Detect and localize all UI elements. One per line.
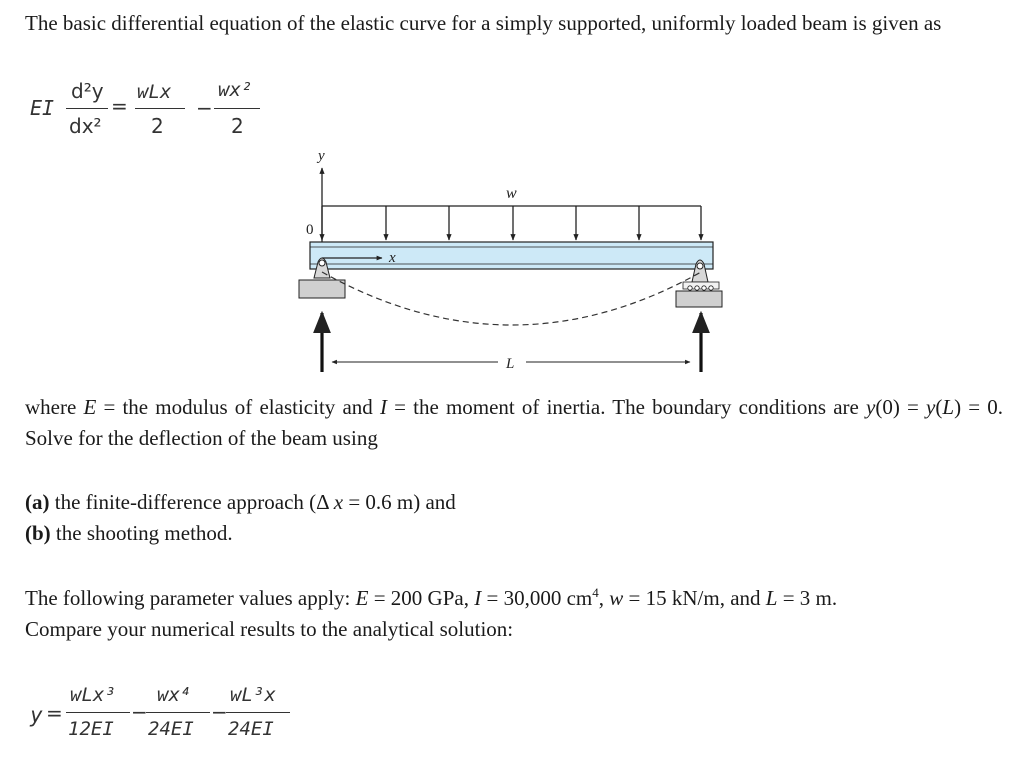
eq1-d2y: d²y (71, 79, 104, 103)
origin-label: 0 (306, 222, 314, 238)
eq2-term2-num: wx⁴ (157, 684, 192, 706)
deflection-curve (322, 272, 701, 325)
span-label: L (506, 356, 515, 372)
eq2-equals: = (46, 701, 63, 725)
method-a: (a) the finite-difference approach (Δ x = 0.6 m) and (25, 490, 456, 514)
method-b: (b) the shooting method. (25, 521, 233, 545)
y-axis-label: y (318, 148, 325, 164)
eq1-term1-num: wLx (137, 81, 172, 103)
eq2-term1-num: wLx³ (70, 684, 116, 706)
eq2-fraction-bar-3 (226, 712, 290, 713)
eq1-minus: − (196, 96, 213, 120)
eq1-dx2: dx² (69, 114, 102, 138)
eq2-term3-den: 24EI (228, 718, 274, 740)
eq2-term1-den: 12EI (68, 718, 114, 740)
eq2-minus-1: − (131, 700, 148, 724)
eq1-term2-den: 2 (231, 114, 244, 138)
eq1-ei: EI (30, 96, 55, 120)
distributed-load-arrows (322, 206, 701, 240)
eq2-fraction-bar-2 (146, 712, 210, 713)
intro-paragraph: The basic differential equation of the elastic curve for a simply supported, uniformly loaded beam is given as (25, 11, 942, 35)
compare-line: Compare your numerical results to the analytical solution: (25, 617, 514, 641)
eq2-term3-num: wL³x (230, 684, 276, 706)
parameter-paragraph: The following parameter values apply: E = 200 GPa, I = 30,000 $cm^4$, w = 15 kN/m, and L = 3 m. (25, 585, 838, 610)
eq2-minus-2: − (211, 700, 228, 724)
eq1-term2-num: wx² (218, 79, 253, 101)
eq1-equals: = (111, 94, 128, 118)
beam (310, 242, 713, 269)
load-label: w (506, 185, 517, 202)
x-axis-label: x (389, 250, 396, 266)
eq2-fraction-bar-1 (66, 712, 130, 713)
eq2-y: y (30, 703, 43, 727)
where-paragraph: where E = the modulus of elasticity and I = the moment of inertia. The boundary conditions are y(0) = y(L) = 0. Solve for the deflection of the beam using (25, 395, 1003, 450)
eq2-term2-den: 24EI (148, 718, 194, 740)
eq1-term1-den: 2 (151, 114, 164, 138)
